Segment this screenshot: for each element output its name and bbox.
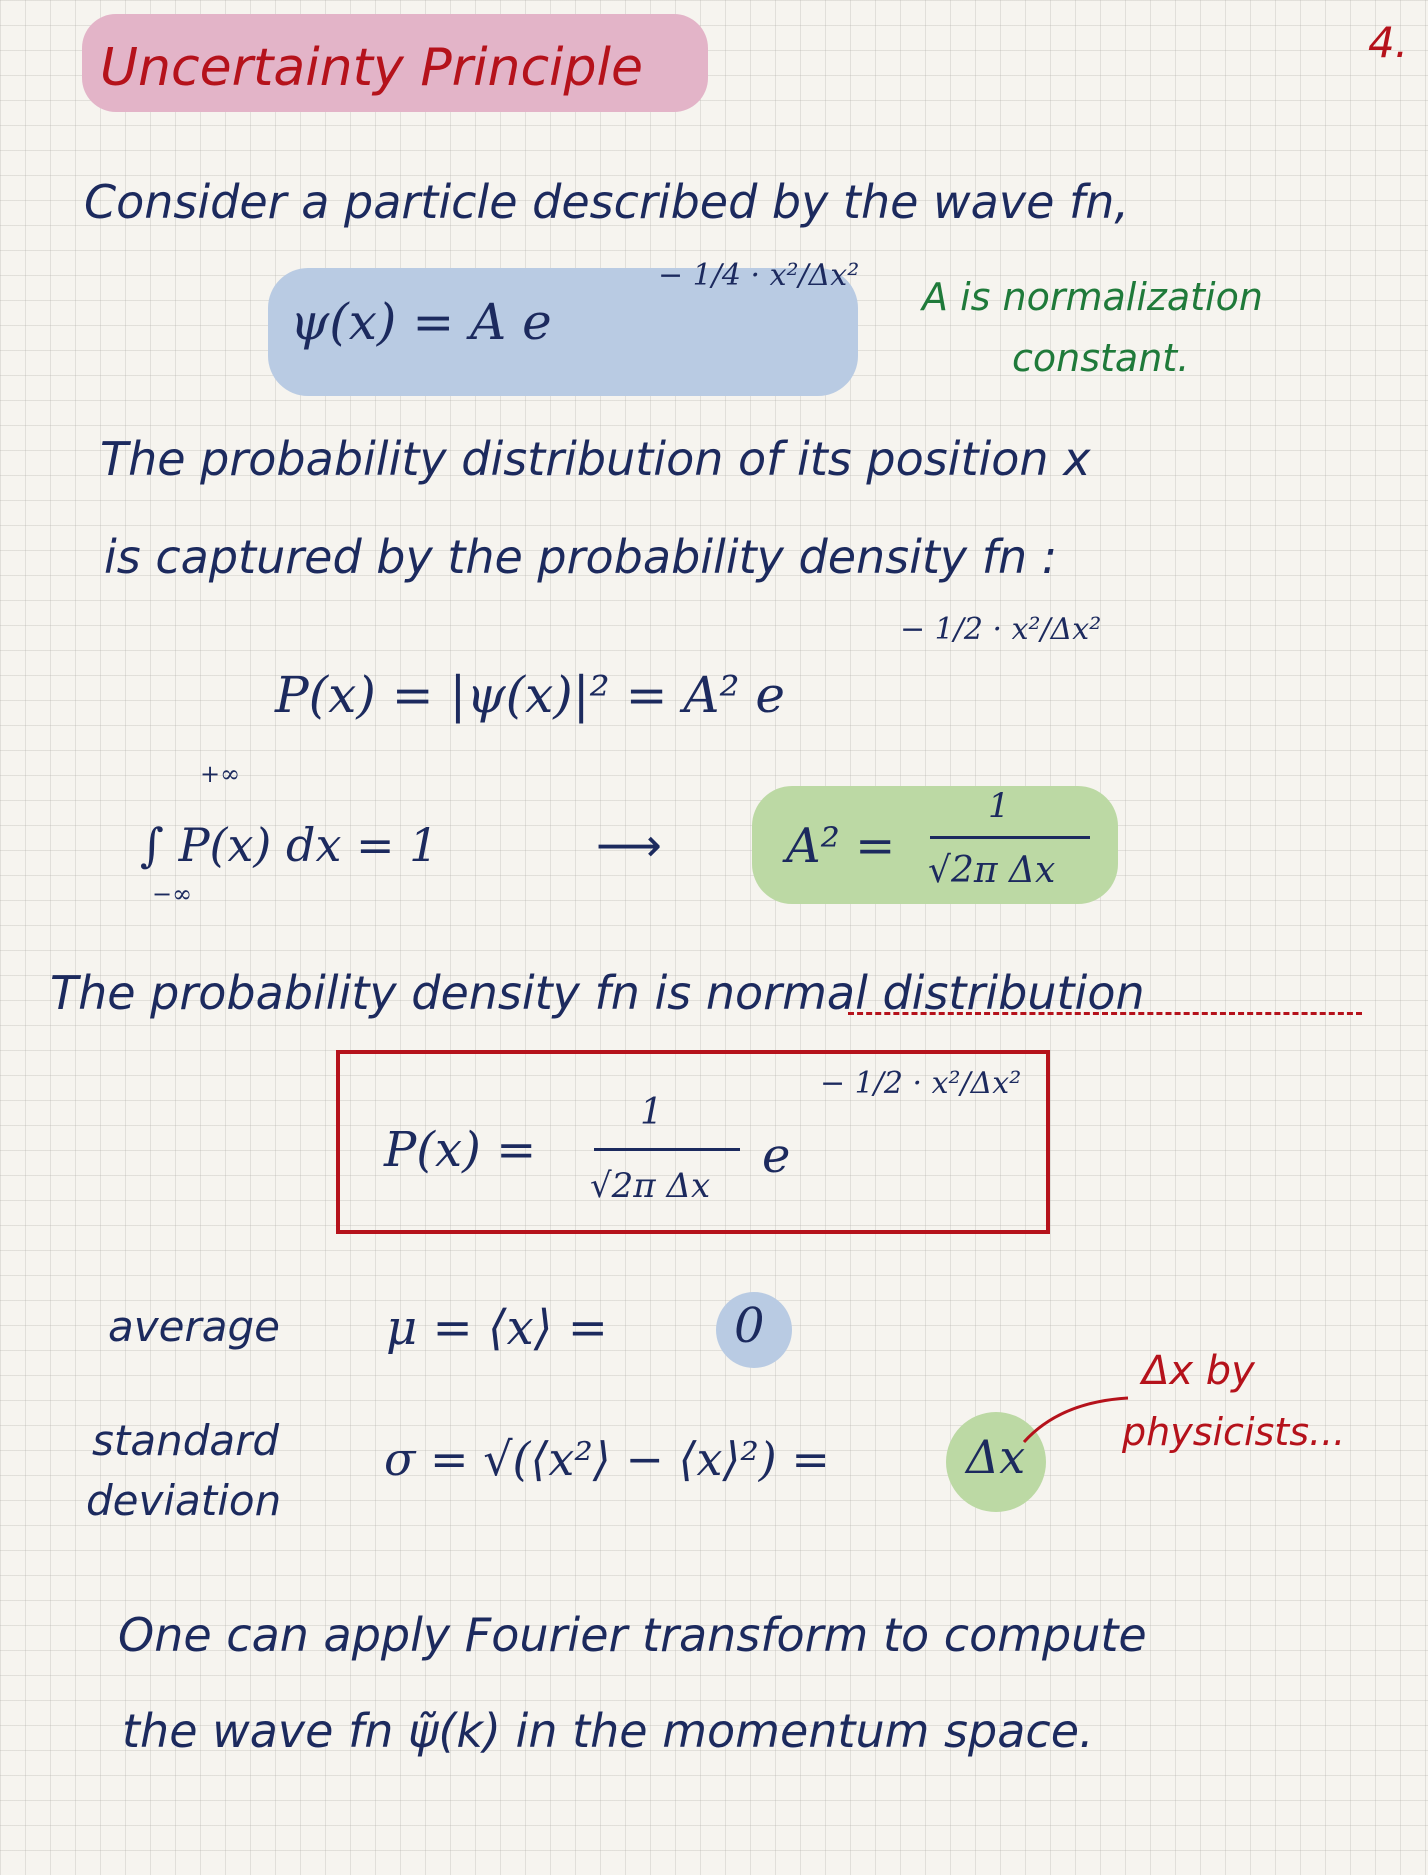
page-title: Uncertainty Principle bbox=[100, 38, 643, 98]
std-label-line2: deviation bbox=[86, 1476, 282, 1525]
average-label: average bbox=[108, 1302, 280, 1351]
average-equation: μ = ⟨x⟩ = bbox=[386, 1300, 608, 1356]
physicists-note-line2: physicists... bbox=[1122, 1410, 1346, 1454]
std-label-line1: standard bbox=[92, 1416, 280, 1465]
integral-upper-limit: +∞ bbox=[200, 760, 241, 788]
a-squared-lhs: A² = bbox=[786, 818, 896, 874]
arrow-icon: ⟶ bbox=[596, 818, 662, 872]
std-value: Δx bbox=[966, 1430, 1026, 1484]
boxed-formula-lhs: P(x) = bbox=[384, 1122, 537, 1178]
dashed-underline bbox=[848, 1012, 1362, 1015]
a-squared-denominator: √2π Δx bbox=[928, 850, 1056, 891]
distribution-line: The probability distribution of its position x bbox=[100, 432, 1091, 486]
fraction-bar bbox=[594, 1148, 740, 1151]
wave-function-equation: ψ(x) = A e bbox=[290, 293, 552, 351]
normal-distribution-line: The probability density fn is normal distribution bbox=[50, 966, 1145, 1020]
normalization-note-line1: A is normalization bbox=[922, 275, 1263, 319]
integral-lower-limit: −∞ bbox=[152, 880, 193, 908]
normalization-note-line2: constant. bbox=[1012, 336, 1190, 380]
boxed-formula-numerator: 1 bbox=[640, 1092, 663, 1133]
density-equation: P(x) = |ψ(x)|² = A² e bbox=[275, 666, 786, 724]
fraction-bar bbox=[930, 836, 1090, 839]
average-value: 0 bbox=[734, 1298, 765, 1354]
boxed-formula-exp-base: e bbox=[762, 1128, 791, 1184]
momentum-line: the wave fn ψ̃(k) in the momentum space. bbox=[122, 1704, 1094, 1758]
wave-function-exponent: − 1/4 · x²/Δx² bbox=[658, 258, 860, 293]
fourier-line: One can apply Fourier transform to compute bbox=[118, 1608, 1147, 1662]
boxed-formula-exponent: − 1/2 · x²/Δx² bbox=[820, 1066, 1022, 1101]
intro-line: Consider a particle described by the wave fn, bbox=[84, 175, 1129, 229]
std-equation: σ = √(⟨x²⟩ − ⟨x⟩²) = bbox=[384, 1432, 830, 1486]
density-line: is captured by the probability density fn : bbox=[104, 530, 1058, 584]
boxed-formula-denominator: √2π Δx bbox=[590, 1166, 711, 1206]
normalization-integral: ∫ P(x) dx = 1 bbox=[140, 818, 439, 872]
physicists-note-line1: Δx by bbox=[1142, 1348, 1255, 1394]
a-squared-numerator: 1 bbox=[988, 786, 1010, 826]
page-number: 4. bbox=[1368, 18, 1409, 67]
density-exponent: − 1/2 · x²/Δx² bbox=[900, 612, 1102, 647]
